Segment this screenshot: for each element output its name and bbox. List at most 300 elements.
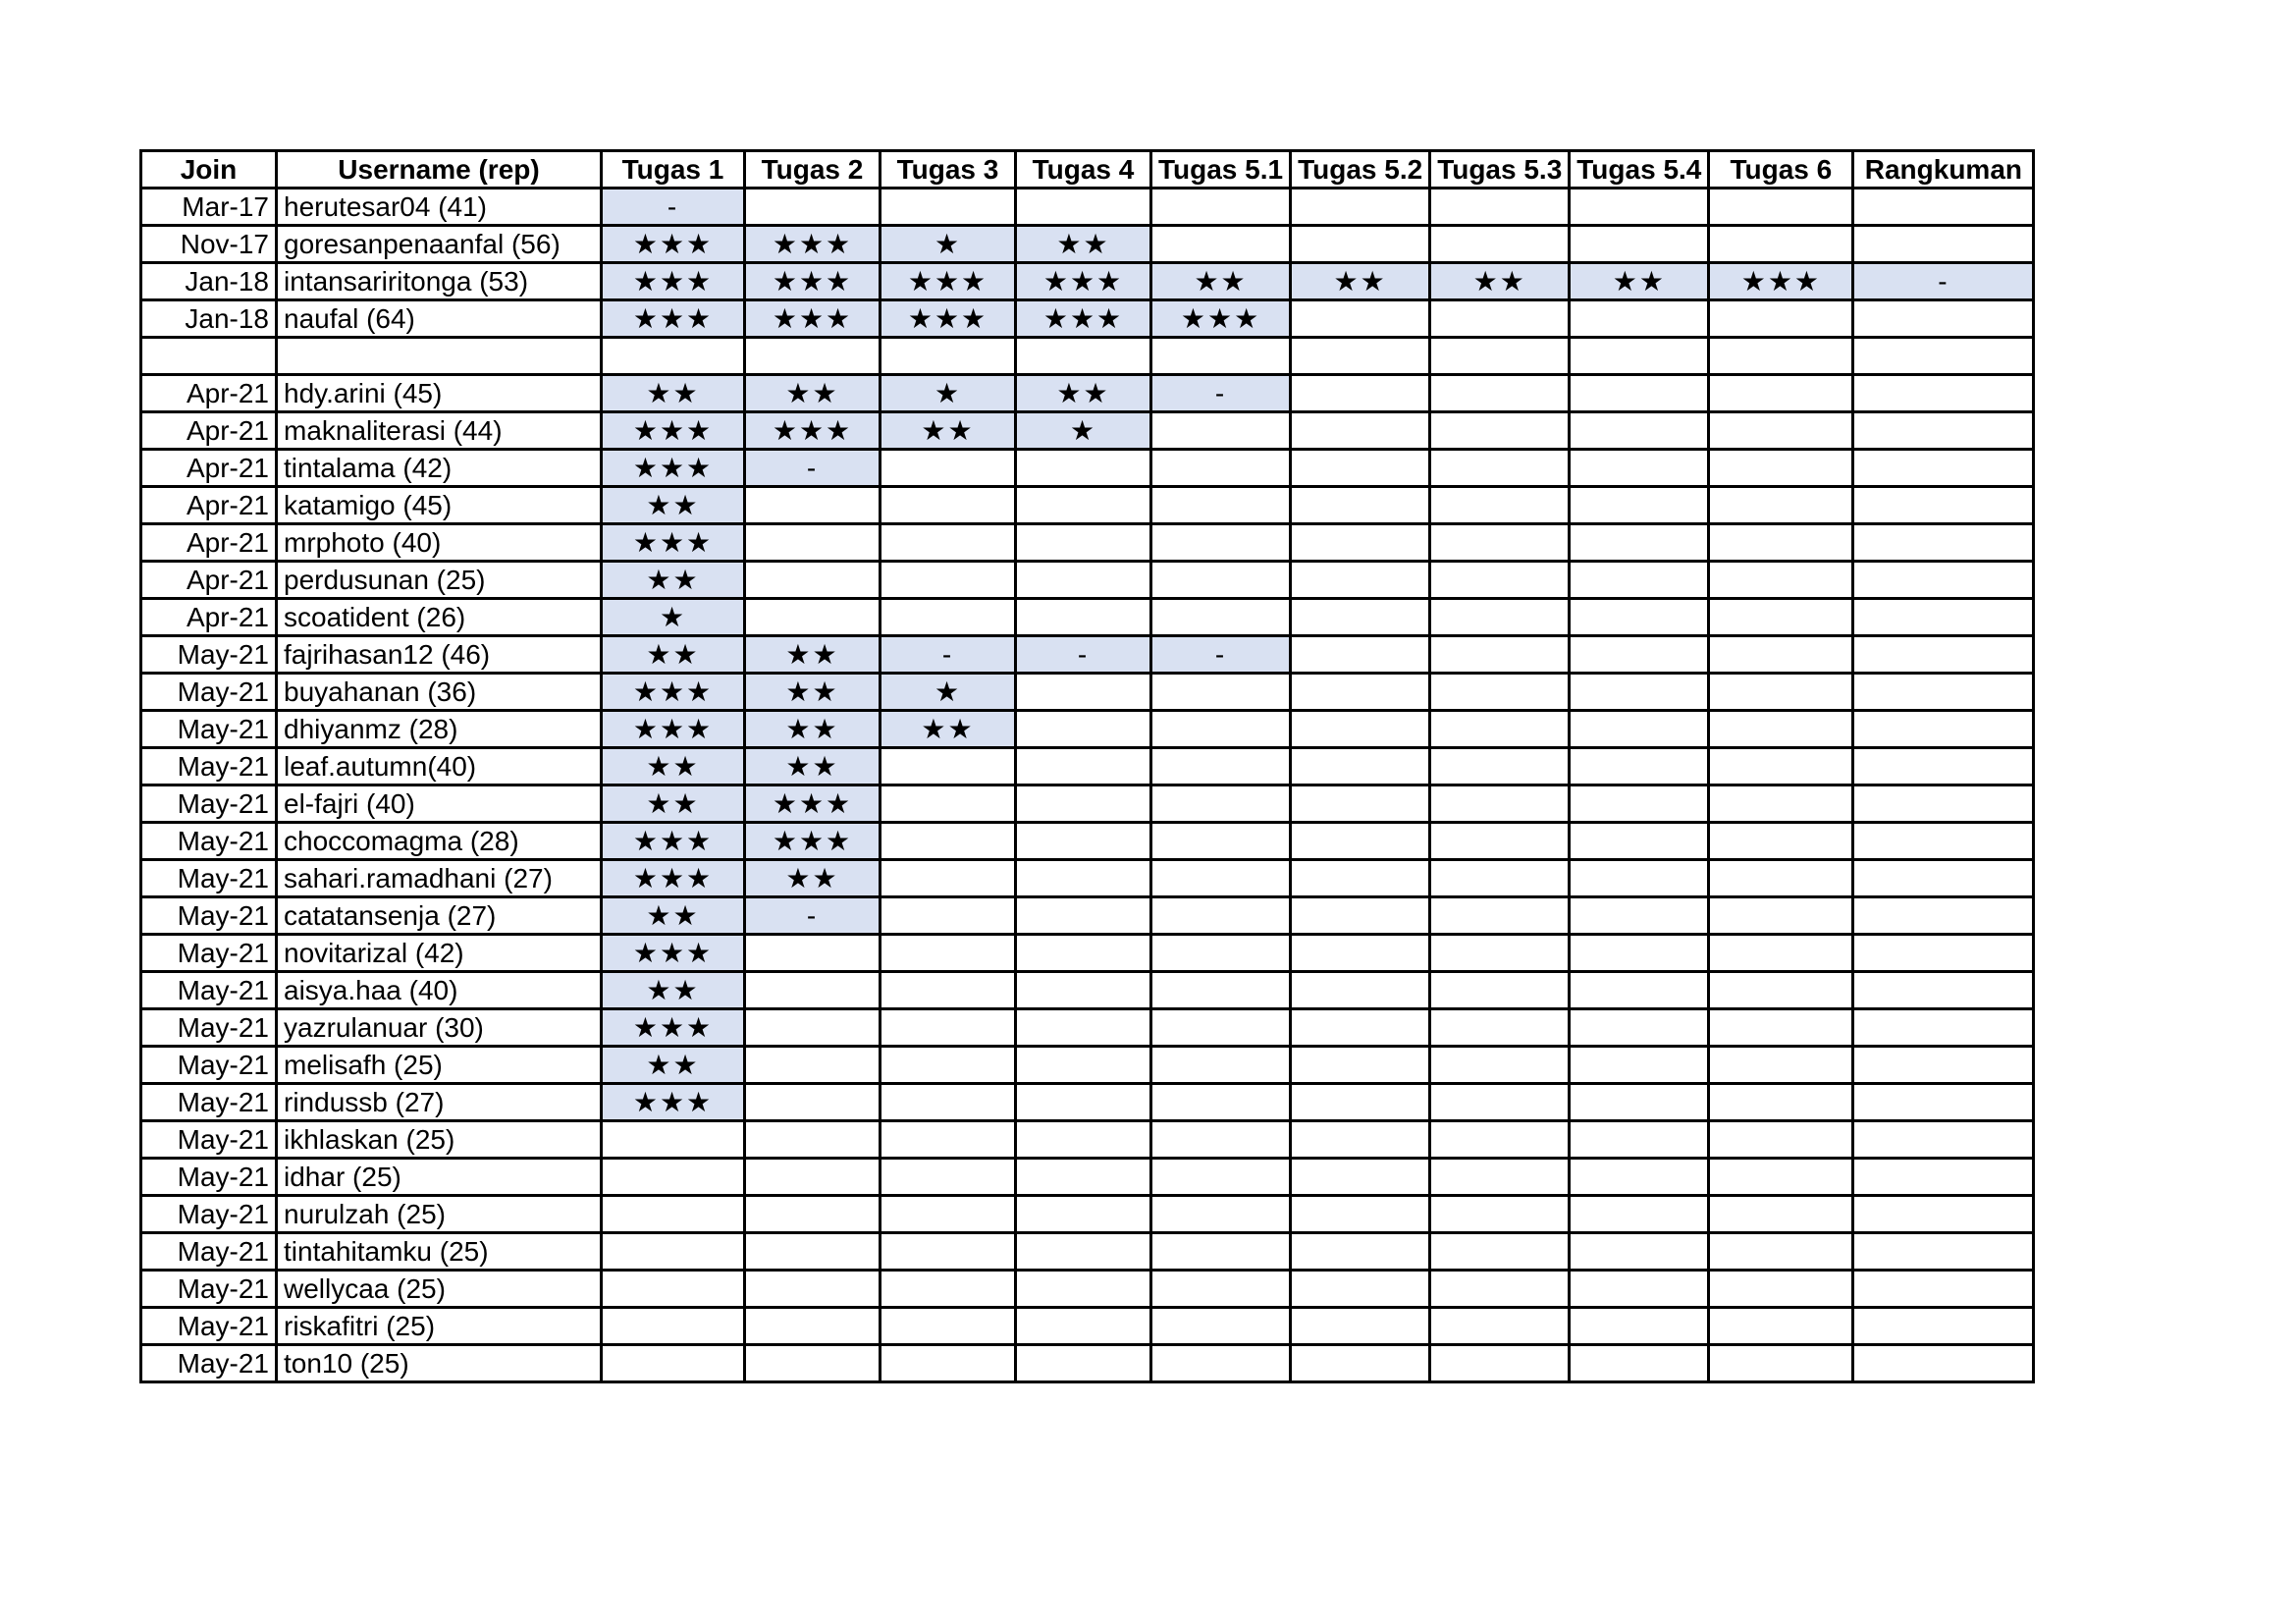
score-cell [1151,1084,1291,1121]
score-cell [1151,338,1291,375]
score-cell [745,487,881,524]
score-cell: ★★★ [602,1084,745,1121]
score-cell [602,1233,745,1271]
username-cell: ton10 (25) [277,1345,602,1382]
column-header: Tugas 5.1 [1151,151,1291,189]
score-cell [1151,785,1291,823]
score-cell [1709,748,1853,785]
score-cell [1016,524,1151,562]
table-row [141,711,2034,748]
table-row [141,599,2034,636]
score-cell [1430,860,1570,897]
score-cell [1709,338,1853,375]
score-cell [1016,562,1151,599]
score-cell: ★★★ [602,524,745,562]
score-cell [1291,450,1430,487]
header-row [141,151,2034,189]
score-cell [1709,375,1853,412]
score-cell: - [745,450,881,487]
join-cell: Apr-21 [141,524,277,562]
score-cell [1430,1233,1570,1271]
score-cell [1291,860,1430,897]
score-cell [1291,1121,1430,1159]
column-header: Tugas 2 [745,151,881,189]
score-cell [1151,1345,1291,1382]
score-cell [1151,1196,1291,1233]
score-cell [745,1271,881,1308]
score-cell [1291,711,1430,748]
score-cell: ★ [881,674,1016,711]
table-row [141,450,2034,487]
score-cell [1709,1009,1853,1047]
score-cell: ★★★ [745,300,881,338]
score-cell [1291,1047,1430,1084]
username-cell: fajrihasan12 (46) [277,636,602,674]
username-cell: novitarizal (42) [277,935,602,972]
score-cell [745,338,881,375]
username-cell: nurulzah (25) [277,1196,602,1233]
join-cell: May-21 [141,1121,277,1159]
join-cell: May-21 [141,1233,277,1271]
score-cell: ★ [602,599,745,636]
score-cell [1291,1271,1430,1308]
score-cell [1709,599,1853,636]
table-row [141,636,2034,674]
score-cell [1570,412,1709,450]
username-cell: mrphoto (40) [277,524,602,562]
score-cell [1016,897,1151,935]
score-cell [1570,524,1709,562]
score-cell [1853,1047,2034,1084]
score-cell [1709,823,1853,860]
username-cell [277,338,602,375]
score-cell [881,562,1016,599]
score-cell [881,338,1016,375]
score-cell [1709,1196,1853,1233]
score-cell: ★★★ [602,450,745,487]
score-cell [881,1233,1016,1271]
score-cell [1570,1009,1709,1047]
username-cell: melisafh (25) [277,1047,602,1084]
score-cell [1291,412,1430,450]
score-cell: ★ [881,375,1016,412]
score-cell [1291,375,1430,412]
score-cell [1853,562,2034,599]
score-cell [1570,1308,1709,1345]
score-cell: ★★★ [602,226,745,263]
score-cell [1853,1345,2034,1382]
score-cell: ★★ [602,748,745,785]
score-cell [881,897,1016,935]
score-cell [1016,935,1151,972]
join-cell: May-21 [141,1084,277,1121]
score-cell [1709,487,1853,524]
score-cell [1853,935,2034,972]
score-cell [1151,823,1291,860]
score-cell: ★★★ [602,1009,745,1047]
username-cell: scoatident (26) [277,599,602,636]
score-cell: ★★★ [745,785,881,823]
column-header: Tugas 5.4 [1570,151,1709,189]
score-cell [1151,226,1291,263]
score-cell [1853,1271,2034,1308]
score-cell [1430,1047,1570,1084]
join-cell: Jan-18 [141,300,277,338]
assignment-table [139,149,2035,1383]
score-cell [602,1159,745,1196]
table-row [141,674,2034,711]
score-cell: ★★ [602,972,745,1009]
score-cell [1291,189,1430,226]
score-cell: ★★★ [602,860,745,897]
score-cell: - [881,636,1016,674]
score-cell [1016,1308,1151,1345]
column-header: Tugas 6 [1709,151,1853,189]
score-cell: ★★ [1430,263,1570,300]
score-cell: - [1853,263,2034,300]
score-cell [1016,599,1151,636]
score-cell: ★★ [602,375,745,412]
score-cell [1709,1271,1853,1308]
score-cell [745,1159,881,1196]
score-cell [1151,972,1291,1009]
score-cell [1291,636,1430,674]
score-cell [745,562,881,599]
username-cell: hdy.arini (45) [277,375,602,412]
score-cell [1151,1308,1291,1345]
score-cell [1853,1121,2034,1159]
score-cell: ★★ [881,412,1016,450]
score-cell [745,1047,881,1084]
score-cell [1853,1196,2034,1233]
score-cell [1291,487,1430,524]
score-cell [1853,860,2034,897]
score-cell: ★★★ [1016,300,1151,338]
score-cell [1016,711,1151,748]
score-cell [745,1233,881,1271]
score-cell: ★★★ [602,412,745,450]
score-cell [1016,972,1151,1009]
score-cell [602,1345,745,1382]
score-cell [745,1196,881,1233]
score-cell: ★★★ [1151,300,1291,338]
score-cell [1853,599,2034,636]
score-cell [1430,972,1570,1009]
table-row [141,524,2034,562]
score-cell: ★★ [602,897,745,935]
column-header: Tugas 1 [602,151,745,189]
score-cell [881,748,1016,785]
score-cell [1291,785,1430,823]
join-cell: May-21 [141,823,277,860]
score-cell [1291,1233,1430,1271]
column-header: Tugas 5.3 [1430,151,1570,189]
score-cell [1016,1009,1151,1047]
score-cell [1151,599,1291,636]
score-cell [1570,487,1709,524]
score-cell [745,1009,881,1047]
username-cell: catatansenja (27) [277,897,602,935]
join-cell: May-21 [141,860,277,897]
score-cell: ★★ [602,1047,745,1084]
score-cell [1570,636,1709,674]
score-cell [1291,1084,1430,1121]
score-cell [1709,636,1853,674]
score-cell [1016,1233,1151,1271]
score-cell [745,1121,881,1159]
table-row [141,226,2034,263]
score-cell [1291,524,1430,562]
score-cell [1570,1047,1709,1084]
score-cell [1853,300,2034,338]
score-cell [1430,785,1570,823]
score-cell [1430,375,1570,412]
column-header: Tugas 3 [881,151,1016,189]
score-cell [1853,897,2034,935]
score-cell [745,935,881,972]
score-cell [1853,1308,2034,1345]
score-cell [1016,1159,1151,1196]
score-cell: ★★★ [602,263,745,300]
score-cell: ★★ [745,636,881,674]
score-cell [1570,860,1709,897]
join-cell: May-21 [141,636,277,674]
username-cell: aisya.haa (40) [277,972,602,1009]
score-cell [1853,375,2034,412]
score-cell [1570,1121,1709,1159]
score-cell [881,1047,1016,1084]
column-header: Join [141,151,277,189]
score-cell [1570,823,1709,860]
score-cell [881,785,1016,823]
score-cell: ★★ [745,711,881,748]
score-cell: ★★ [745,860,881,897]
score-cell [1709,1047,1853,1084]
table-row [141,1271,2034,1308]
username-cell: el-fajri (40) [277,785,602,823]
score-cell [1853,338,2034,375]
username-cell: herutesar04 (41) [277,189,602,226]
table-row [141,263,2034,300]
score-cell [881,935,1016,972]
join-cell: Apr-21 [141,562,277,599]
score-cell [1430,562,1570,599]
column-header: Tugas 5.2 [1291,151,1430,189]
score-cell: ★★★ [602,300,745,338]
score-cell: ★★★ [602,823,745,860]
score-cell [1853,1159,2034,1196]
score-cell: ★★ [1016,375,1151,412]
join-cell: May-21 [141,748,277,785]
score-cell [1570,972,1709,1009]
table-row [141,1345,2034,1382]
username-cell: sahari.ramadhani (27) [277,860,602,897]
score-cell [1709,1121,1853,1159]
score-cell [1853,524,2034,562]
score-cell: ★★★ [745,823,881,860]
score-cell [881,487,1016,524]
score-cell [1853,487,2034,524]
join-cell: Jan-18 [141,263,277,300]
score-cell [745,599,881,636]
score-cell [1430,1196,1570,1233]
score-cell [1291,674,1430,711]
table-row [141,748,2034,785]
username-cell: leaf.autumn(40) [277,748,602,785]
score-cell: ★★ [602,636,745,674]
join-cell: Apr-21 [141,375,277,412]
score-cell [1430,1084,1570,1121]
score-cell [1709,674,1853,711]
score-cell [1291,1345,1430,1382]
score-cell [881,860,1016,897]
score-cell [1430,189,1570,226]
score-cell [1709,1308,1853,1345]
score-cell: ★★ [745,674,881,711]
score-cell [881,1308,1016,1345]
score-cell [1709,972,1853,1009]
score-cell [1151,487,1291,524]
score-cell [1430,897,1570,935]
score-cell [1291,748,1430,785]
score-cell [1430,748,1570,785]
score-cell [1430,711,1570,748]
score-cell: - [1151,375,1291,412]
table-row [141,972,2034,1009]
score-cell [881,1159,1016,1196]
score-cell [1853,823,2034,860]
score-cell [1430,935,1570,972]
username-cell: buyahanan (36) [277,674,602,711]
join-cell: Mar-17 [141,189,277,226]
score-cell [1709,189,1853,226]
score-cell [1151,711,1291,748]
join-cell: May-21 [141,897,277,935]
score-cell [1853,1233,2034,1271]
score-cell [1570,300,1709,338]
score-cell [1016,189,1151,226]
score-cell [745,189,881,226]
username-cell: intansariritonga (53) [277,263,602,300]
score-cell: ★★★ [881,263,1016,300]
score-cell: ★★ [881,711,1016,748]
score-cell [1016,823,1151,860]
score-cell [1430,450,1570,487]
score-cell [1570,711,1709,748]
join-cell: May-21 [141,711,277,748]
username-cell: perdusunan (25) [277,562,602,599]
username-cell: tintalama (42) [277,450,602,487]
table-row [141,785,2034,823]
score-cell [1430,524,1570,562]
score-cell [1016,860,1151,897]
table-row [141,562,2034,599]
join-cell: May-21 [141,1159,277,1196]
score-cell [1291,823,1430,860]
column-header: Tugas 4 [1016,151,1151,189]
score-cell [1291,300,1430,338]
score-cell [1570,375,1709,412]
score-cell [881,524,1016,562]
score-cell [1430,487,1570,524]
score-cell: - [745,897,881,935]
score-cell: ★★ [745,375,881,412]
score-cell [881,1084,1016,1121]
score-cell [1853,711,2034,748]
score-cell [1291,1009,1430,1047]
score-cell [745,972,881,1009]
score-cell [1570,1233,1709,1271]
score-cell: ★★★ [602,935,745,972]
score-cell [1016,1047,1151,1084]
score-cell [1709,1084,1853,1121]
score-cell [881,1271,1016,1308]
score-cell [1151,748,1291,785]
score-cell [881,450,1016,487]
score-cell [1151,562,1291,599]
score-cell [1430,412,1570,450]
score-cell [1430,674,1570,711]
score-cell [1291,972,1430,1009]
username-cell: maknaliterasi (44) [277,412,602,450]
score-cell: ★ [881,226,1016,263]
score-cell [1430,823,1570,860]
score-cell [1291,897,1430,935]
table-row [141,1196,2034,1233]
score-cell [1570,1345,1709,1382]
score-cell [1853,1084,2034,1121]
join-cell: Apr-21 [141,412,277,450]
score-cell [1570,785,1709,823]
table-row [141,935,2034,972]
score-cell [1016,1271,1151,1308]
score-cell [1570,935,1709,972]
score-cell: - [602,189,745,226]
score-cell [1709,935,1853,972]
join-cell: May-21 [141,1271,277,1308]
table-row [141,1308,2034,1345]
join-cell: May-21 [141,935,277,972]
score-cell [1430,1271,1570,1308]
join-cell: Apr-21 [141,599,277,636]
score-cell: ★★ [745,748,881,785]
score-cell: ★ [1016,412,1151,450]
score-cell [1291,1159,1430,1196]
join-cell: May-21 [141,1047,277,1084]
username-cell: idhar (25) [277,1159,602,1196]
score-cell [602,1121,745,1159]
score-cell: - [1151,636,1291,674]
score-cell [881,1345,1016,1382]
table-row [141,823,2034,860]
score-cell [745,1084,881,1121]
score-cell [1151,935,1291,972]
score-cell [1430,1345,1570,1382]
score-cell [1151,1271,1291,1308]
score-cell [1709,524,1853,562]
score-cell [1709,226,1853,263]
score-cell [1570,1084,1709,1121]
score-cell: ★★★ [1709,263,1853,300]
score-cell [1430,1308,1570,1345]
score-cell [1853,450,2034,487]
score-cell [881,1196,1016,1233]
username-cell: goresanpenaanfal (56) [277,226,602,263]
score-cell [881,1121,1016,1159]
username-cell: tintahitamku (25) [277,1233,602,1271]
score-cell: ★★ [1570,263,1709,300]
score-cell: - [1016,636,1151,674]
